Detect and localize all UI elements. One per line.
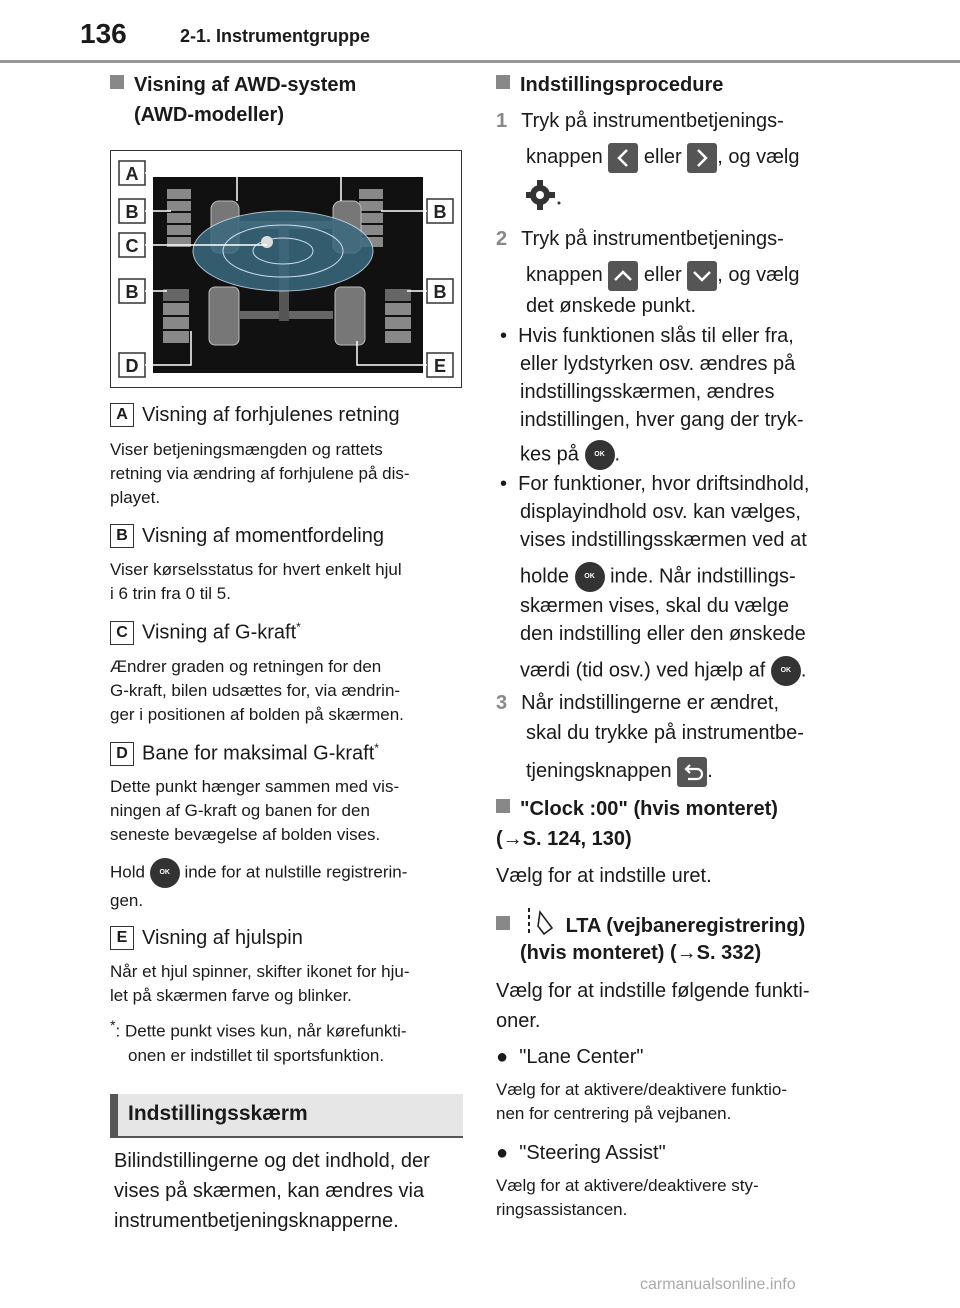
item-e-title: E Visning af hjulspin: [110, 926, 303, 950]
square-bullet-icon: [496, 916, 510, 930]
section-title: Indstillingsskærm: [128, 1102, 308, 1125]
chevron-left-icon: [608, 143, 638, 173]
diagram-label-b: B: [125, 282, 139, 302]
footnote: *: Dette punkt vises kun, når kørefunkti- onen er indstillet til sportsfunktion.: [110, 1018, 407, 1065]
chevron-right-icon: [687, 143, 717, 173]
item-d-title: D Bane for maksimal G-kraft*: [110, 741, 379, 766]
section-text: Bilindstillingerne og det indhold, der vises på skærmen, kan ændres via instrumentbetjeningsknapperne.: [114, 1150, 430, 1232]
clock-ref: (→S. 124, 130): [496, 828, 632, 850]
clock-text: Vælg for at indstille uret.: [496, 865, 712, 887]
chapter-title: 2-1. Instrumentgruppe: [180, 26, 371, 46]
step-3: 3 Når indstillingerne er ændret, skal du trykke på instrumentbe- tjeningsknappen .: [496, 688, 804, 787]
item-a-title: A Visning af forhjulenes retning: [110, 403, 400, 427]
diagram-label-e: E: [433, 356, 447, 376]
lane-center-desc: Vælg for at aktivere/deaktivere funktio- nen for centrering på vejbanen.: [496, 1080, 788, 1123]
item-e-desc: Når et hjul spinner, skifter ikonet for hju- let på skærmen farve og blinker.: [110, 962, 410, 1005]
ok-button-icon: OK: [585, 440, 615, 470]
item-b-title: B Visning af momentfordeling: [110, 524, 384, 548]
hold-text-2: gen.: [110, 891, 144, 910]
item-c-title: C Visning af G-kraft*: [110, 620, 301, 645]
diagram-label-a: A: [125, 164, 139, 184]
bullet-1: • Hvis funktionen slås til eller fra, eller lydstyrken osv. ændres på indstillingsskærmen, ændres indstillingen, hver gang der tryk- kes på OK .: [500, 322, 803, 470]
lta-icon: [526, 906, 556, 944]
badge-e: E: [110, 926, 134, 950]
diagram-label-c: C: [125, 236, 139, 256]
hold-text: Hold OK inde for at nulstille registrerin-: [110, 858, 407, 888]
heading-awd: Visning af AWD-system: [110, 74, 356, 97]
square-bullet-icon: [110, 75, 124, 89]
ok-button-icon: OK: [575, 562, 605, 592]
steering-assist-item: ● "Steering Assist": [496, 1142, 666, 1164]
square-bullet-icon: [496, 799, 510, 813]
heading-awd-line2: (AWD-modeller): [134, 104, 284, 126]
item-c-desc: Ændrer graden og retningen for den G-kraft, bilen udsættes for, via ændrin- ger i positionen af bolden på skærmen.: [110, 657, 404, 724]
page-number: 136: [80, 18, 127, 49]
chevron-up-icon: [608, 261, 638, 291]
steering-assist-desc: Vælg for at aktivere/deaktivere sty- ringsassistancen.: [496, 1176, 759, 1219]
diagram-label-b: B: [433, 202, 447, 222]
ok-button-icon: OK: [771, 656, 801, 686]
item-a-desc: Viser betjeningsmængden og rattets retning via ændring af forhjulene på dis- playet.: [110, 440, 410, 507]
lta-heading-2: (hvis monteret) (→S. 332): [520, 942, 762, 964]
heading-procedure: Indstillingsprocedure: [496, 74, 723, 97]
header-divider: [0, 60, 960, 63]
heading-lta: LTA (vejbaneregistrering): [496, 906, 805, 944]
diagram-label-b: B: [125, 202, 139, 222]
bullet-dot-icon: ●: [496, 1046, 509, 1068]
awd-diagram-graphic: [111, 151, 460, 386]
bullet-2: • For funktioner, hvor driftsindhold, displayindhold osv. kan vælges, vises indstillingsskærmen ved at holde OK inde. Når indstillings- skærmen vises, skal du vælge den indstilling eller den ønskede værdi (tid osv.) ved hjælp af OK .: [500, 470, 809, 686]
diagram-label-b: B: [433, 282, 447, 302]
badge-b: B: [110, 524, 134, 548]
back-icon: [677, 757, 707, 787]
watermark: carmanualsonline.info: [640, 1276, 796, 1293]
item-b-desc: Viser kørselsstatus for hvert enkelt hjul i 6 trin fra 0 til 5.: [110, 560, 402, 603]
badge-c: C: [110, 621, 134, 645]
section-header: [110, 1094, 463, 1138]
heading-clock: "Clock :00" (hvis monteret): [496, 798, 778, 821]
ok-button-icon: OK: [150, 858, 180, 888]
badge-a: A: [110, 403, 134, 427]
chevron-down-icon: [687, 261, 717, 291]
square-bullet-icon: [496, 75, 510, 89]
item-d-desc: Dette punkt hænger sammen med vis- ningen af G-kraft og banen for den seneste bevægelse af bolden vises.: [110, 777, 400, 844]
diagram-label-d: D: [125, 356, 139, 376]
step-2: 2 Tryk på instrumentbetjenings- knappen eller , og vælg det ønskede punkt.: [496, 228, 800, 317]
gear-icon: [526, 179, 800, 216]
lane-center-item: ● "Lane Center": [496, 1046, 644, 1068]
bullet-dot-icon: ●: [496, 1142, 509, 1164]
step-1: 1 Tryk på instrumentbetjenings- knappen eller , og vælg: [496, 106, 800, 216]
awd-diagram: [110, 150, 462, 388]
lta-text: Vælg for at indstille følgende funkti- oner.: [496, 980, 810, 1032]
badge-d: D: [110, 742, 134, 766]
